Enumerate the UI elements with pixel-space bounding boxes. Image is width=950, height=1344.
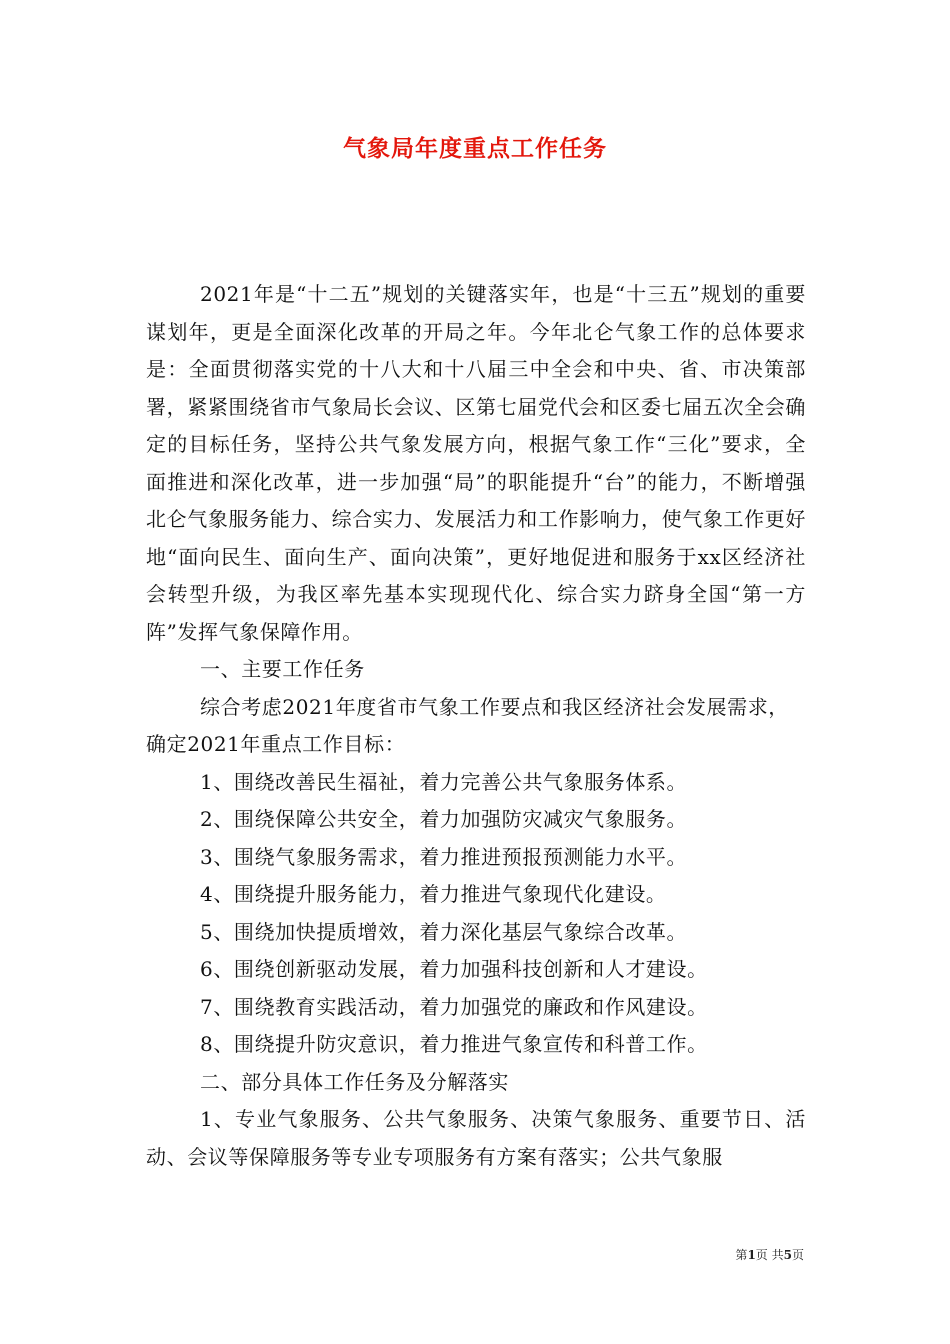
total-pages: 5 (783, 1248, 792, 1262)
goal-item: 2、围绕保障公共安全，着力加强防灾减灾气象服务。 (200, 807, 688, 831)
goal-item: 1、围绕改善民生福祉，着力完善公共气象服务体系。 (200, 769, 688, 794)
goal-item: 5、围绕加快提质增效，着力深化基层气象综合改革。 (200, 919, 688, 944)
goal-item: 6、围绕创新驱动发展，着力加强科技创新和人才建设。 (200, 957, 708, 981)
document-body (146, 276, 806, 1176)
goal-item: 3、围绕气象服务需求，着力推进预报预测能力水平。 (200, 844, 688, 869)
page-suffix: 页 (791, 1248, 804, 1262)
intro-paragraph: 2021年是“十二五”规划的关键落实年，也是“十三五”规划的重要谋划年，更是全面深化改革的开局之年。今年北仑气象工作的总体要求是：全面贯彻落实党的十八大和十八届三中全会和中央、省、市决策部署，紧紧围绕省市气象局长会议、区第七届党代会和区委七届五次全会确定的目标任务，坚持公共气象发展方向，根据气象工作“三化”要求，全面推进和深化改革，进一步加强“局”的职能提升“台”的能力，不断增强北仑气象服务能力、综合实力、发展活力和工作影响力，使气象工作更好地“面向民生、面向生产、面向决策”，更好地促进和服务于xx区经济社会转型升级，为我区率先基本实现现代化、综合实力跻身全国“第一方阵”发挥气象保障作用。 (146, 282, 806, 644)
section-heading: 二、部分具体工作任务及分解落实 (200, 1069, 509, 1094)
page-prefix: 第 (735, 1248, 748, 1262)
goal-item: 7、围绕教育实践活动，着力加强党的廉政和作风建设。 (200, 994, 708, 1019)
goal-item: 8、围绕提升防灾意识，着力推进气象宣传和科普工作。 (200, 1032, 708, 1056)
document-title: 气象局年度重点工作任务 (343, 135, 607, 162)
section-paragraph: 综合考虑2021年度省市气象工作要点和我区经济社会发展需求，确定2021年重点工作目标： (146, 694, 789, 756)
page-number (735, 1246, 804, 1263)
page-middle: 页 共 (755, 1248, 784, 1262)
goal-item: 4、围绕提升服务能力，着力推进气象现代化建设。 (200, 882, 667, 906)
section-heading: 一、主要工作任务 (200, 657, 365, 681)
section-paragraph: 1、专业气象服务、公共气象服务、决策气象服务、重要节日、活动、会议等保障服务等专业专项服务有方案有落实；公共气象服 (146, 1107, 806, 1169)
current-page: 1 (747, 1248, 756, 1262)
